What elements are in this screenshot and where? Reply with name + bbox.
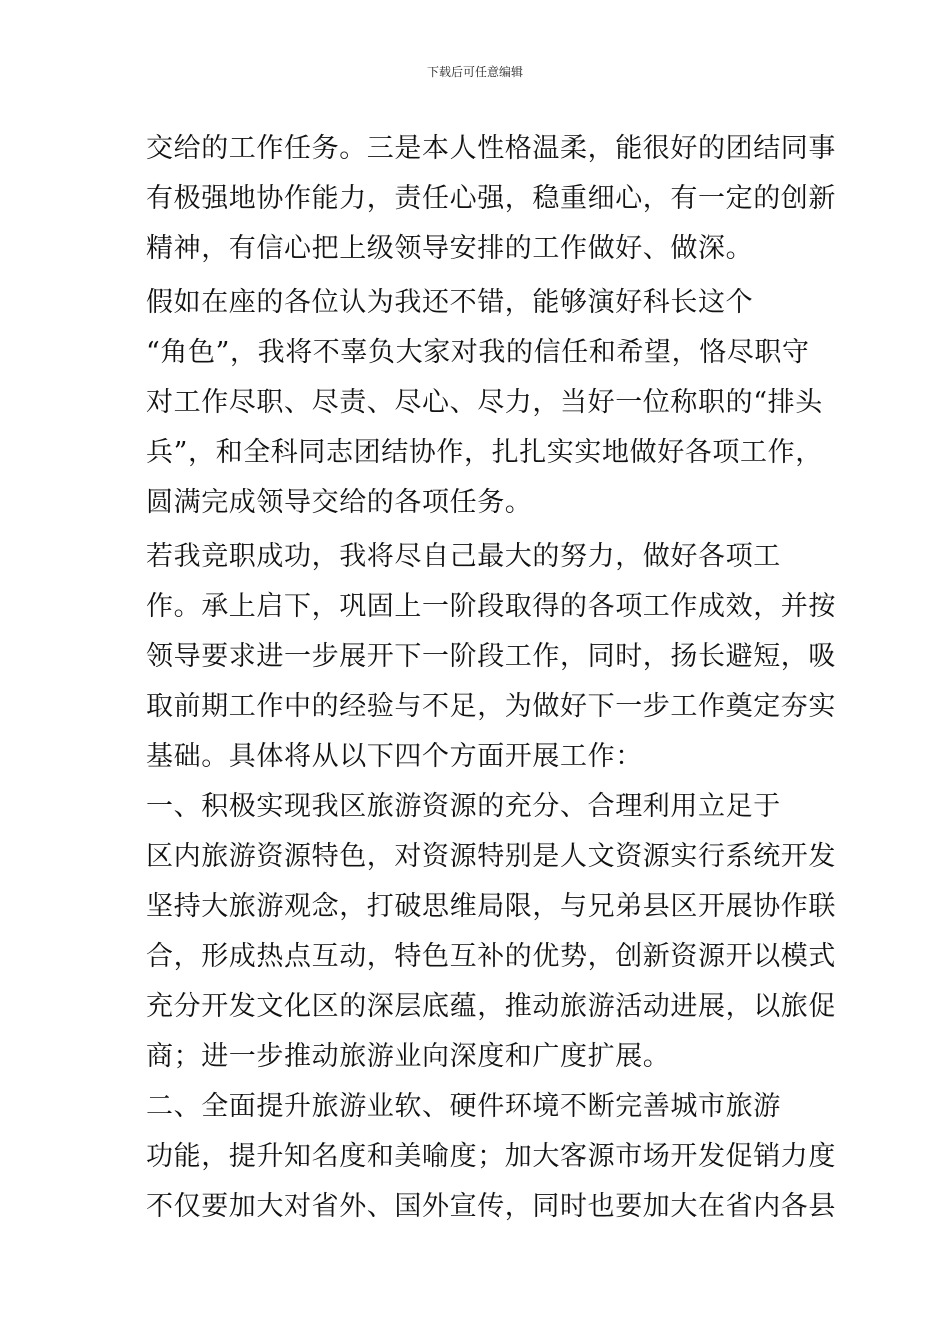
text-line: 圆满完成领导交给的各项任务。 [146,487,533,518]
text-line: 若我竞职成功，我将尽自己最大的努力，做好各项工 [146,541,781,572]
paragraph-2 [146,278,823,528]
paragraph-4 [146,782,836,1082]
text-line: 二、全面提升旅游业软、硬件环境不断完善城市旅游 [146,1091,781,1122]
text-line: 兵”，和全科同志团结协作，扎扎实实地做好各项工作， [146,437,823,468]
text-line: 作。承上启下，巩固上一阶段取得的各项工作成效，并按 [146,591,836,622]
text-line: 基础。具体将从以下四个方面开展工作： [146,741,643,772]
text-line: 合，形成热点互动，特色互补的优势，创新资源开以模式 [146,941,836,972]
text-line: 对工作尽职、尽责、尽心、尽力，当好一位称职的“排头 [146,387,823,418]
text-line: 取前期工作中的经验与不足，为做好下一步工作奠定夯实 [146,691,836,722]
text-line: 功能，提升知名度和美喻度；加大客源市场开发促销力度 [146,1141,836,1172]
text-line: 商；进一步推动旅游业向深度和广度扩展。 [146,1041,671,1072]
text-line: 一、积极实现我区旅游资源的充分、合理利用立足于 [146,791,781,822]
text-line: 不仅要加大对省外、国外宣传，同时也要加大在省内各县 [146,1191,836,1222]
text-line: 假如在座的各位认为我还不错，能够演好科长这个 [146,287,754,318]
page-header: 下载后可任意编辑 [426,65,523,79]
text-line: 领导要求进一步展开下一阶段工作，同时，扬长避短，吸 [146,641,836,672]
text-line: 充分开发文化区的深层底蕴，推动旅游活动进展，以旅促 [146,991,836,1022]
text-line: “角色”，我将不辜负大家对我的信任和希望，恪尽职守 [146,337,810,368]
paragraph-3 [146,532,836,782]
paragraph-1 [146,124,836,274]
text-line: 坚持大旅游观念，打破思维局限，与兄弟县区开展协作联 [146,891,836,922]
text-line: 区内旅游资源特色，对资源特别是人文资源实行系统开发 [146,841,836,872]
document-body [146,124,836,1232]
text-line: 交给的工作任务。三是本人性格温柔，能很好的团结同事 [146,133,836,164]
paragraph-5 [146,1082,836,1232]
text-line: 精神，有信心把上级领导安排的工作做好、做深。 [146,233,754,264]
text-line: 有极强地协作能力，责任心强，稳重细心，有一定的创新 [146,183,836,214]
